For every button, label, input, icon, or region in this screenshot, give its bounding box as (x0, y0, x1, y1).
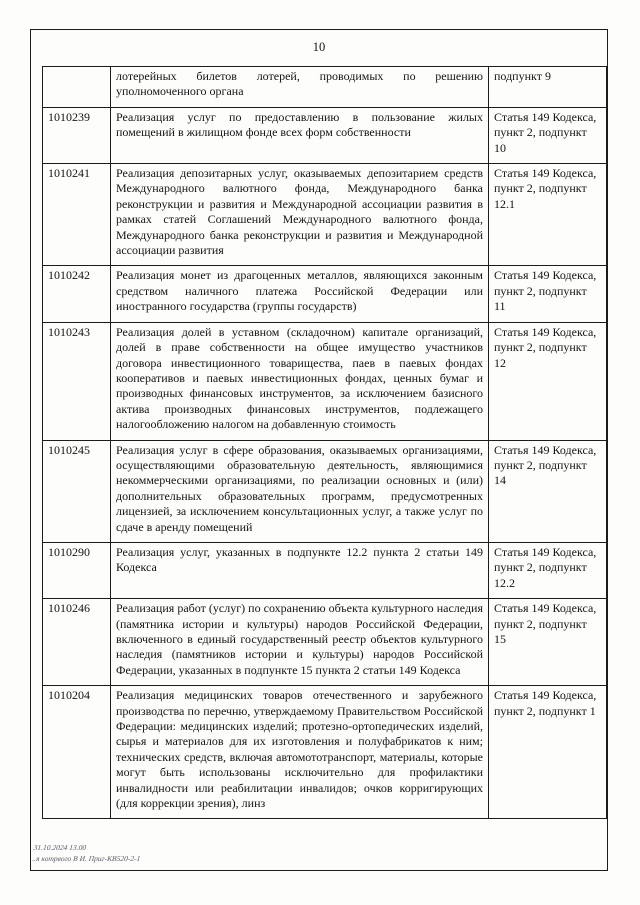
page-number: 10 (312, 40, 326, 54)
row-code: 1010242 (43, 266, 111, 322)
table-row (43, 686, 607, 819)
row-description: Реализация долей в уставном (складочном) капитале организаций, долей в праве собственности на общее имущество участников договора инвестиционного товарищества, паев в паевых фондах кооперативов и паевых инвестиционных фондах, ценных бумаг и производных финансовых инструментов, за исключением базисного актива производных финансовых инструментов, подлежащего налогообложению налогом на добавленную стоимость (111, 322, 489, 440)
row-code: 1010243 (43, 322, 111, 440)
row-code: 1010245 (43, 440, 111, 542)
row-code: 1010290 (43, 542, 111, 598)
row-description: Реализация депозитарных услуг, оказываемых депозитарием средств Международного валютного фонда, Международного банка реконструкции и развития и Международной ассоциации развития в рамках статей Соглашений Международного валютного фонда, Международного банка реконструкции и развития и Международной ассоциации развития (111, 164, 489, 266)
row-code: 1010204 (43, 686, 111, 819)
row-reference: Статья 149 Кодекса, пункт 2, подпункт 1 (489, 686, 607, 819)
table-row (43, 107, 607, 163)
row-code: 1010246 (43, 599, 111, 686)
row-code: 1010239 (43, 107, 111, 163)
table-row (43, 599, 607, 686)
row-reference: Статья 149 Кодекса, пункт 2, подпункт 10 (489, 107, 607, 163)
row-description: Реализация медицинских товаров отечественного и зарубежного производства по перечню, утверждаемому Правительством Российской Федерации: медицинских изделий; протезно-ортопедических изделий, сырья и материалов для их изготовления и полуфабрикатов к ним; технических средств, включая автомототранспорт, материалы, которые могут быть использованы исключительно для профилактики инвалидности или реабилитации инвалидов; очков корригирующих (для коррекции зрения), линз (111, 686, 489, 819)
row-reference: Статья 149 Кодекса, пункт 2, подпункт 12 (489, 322, 607, 440)
row-reference: подпункт 9 (489, 67, 607, 108)
table-row (43, 67, 607, 108)
row-reference: Статья 149 Кодекса, пункт 2, подпункт 12.2 (489, 542, 607, 598)
row-description: лотерейных билетов лотерей, проводимых по решению уполномоченного органа (111, 67, 489, 108)
table-row (43, 266, 607, 322)
row-description: Реализация услуг по предоставлению в пользование жилых помещений в жилищном фонде всех форм собственности (111, 107, 489, 163)
row-description: Реализация услуг, указанных в подпункте 12.2 пункта 2 статьи 149 Кодекса (111, 542, 489, 598)
row-reference: Статья 149 Кодекса, пункт 2, подпункт 11 (489, 266, 607, 322)
row-description: Реализация монет из драгоценных металлов, являющихся законным средством наличного платежа Российской Федерации или иностранного государства (группы государств) (111, 266, 489, 322)
row-description: Реализация услуг в сфере образования, оказываемых организациями, осуществляющими образовательную деятельность, являющимися некоммерческими организациями, по реализации основных и (или) дополнительных образовательных программ, предусмотренных лицензией, за исключением консультационных услуг, а также услуг по сдаче в аренду помещений (111, 440, 489, 542)
codes-table (42, 66, 607, 819)
row-description: Реализация работ (услуг) по сохранению объекта культурного наследия (памятника истории и культуры) народов Российской Федерации, включенного в единый государственный реестр объектов культурного наследия (памятников истории и культуры) народов Российской Федерации, указанных в подпункте 15 пункта 2 статьи 149 Кодекса (111, 599, 489, 686)
table-row (43, 542, 607, 598)
table-row (43, 440, 607, 542)
table-row (43, 164, 607, 266)
row-code (43, 67, 111, 108)
page-border-frame (30, 29, 608, 871)
row-reference: Статья 149 Кодекса, пункт 2, подпункт 12.1 (489, 164, 607, 266)
table-body (43, 67, 607, 819)
row-reference: Статья 149 Кодекса, пункт 2, подпункт 14 (489, 440, 607, 542)
table-row (43, 322, 607, 440)
footer-stamp (32, 842, 142, 864)
footer-reference: ..я котрвого В И. Приг-КВ520-2-1 (31, 854, 141, 863)
row-reference: Статья 149 Кодекса, пункт 2, подпункт 15 (489, 599, 607, 686)
row-code: 1010241 (43, 164, 111, 266)
footer-timestamp: 31.10.2024 13.00 (33, 843, 87, 852)
